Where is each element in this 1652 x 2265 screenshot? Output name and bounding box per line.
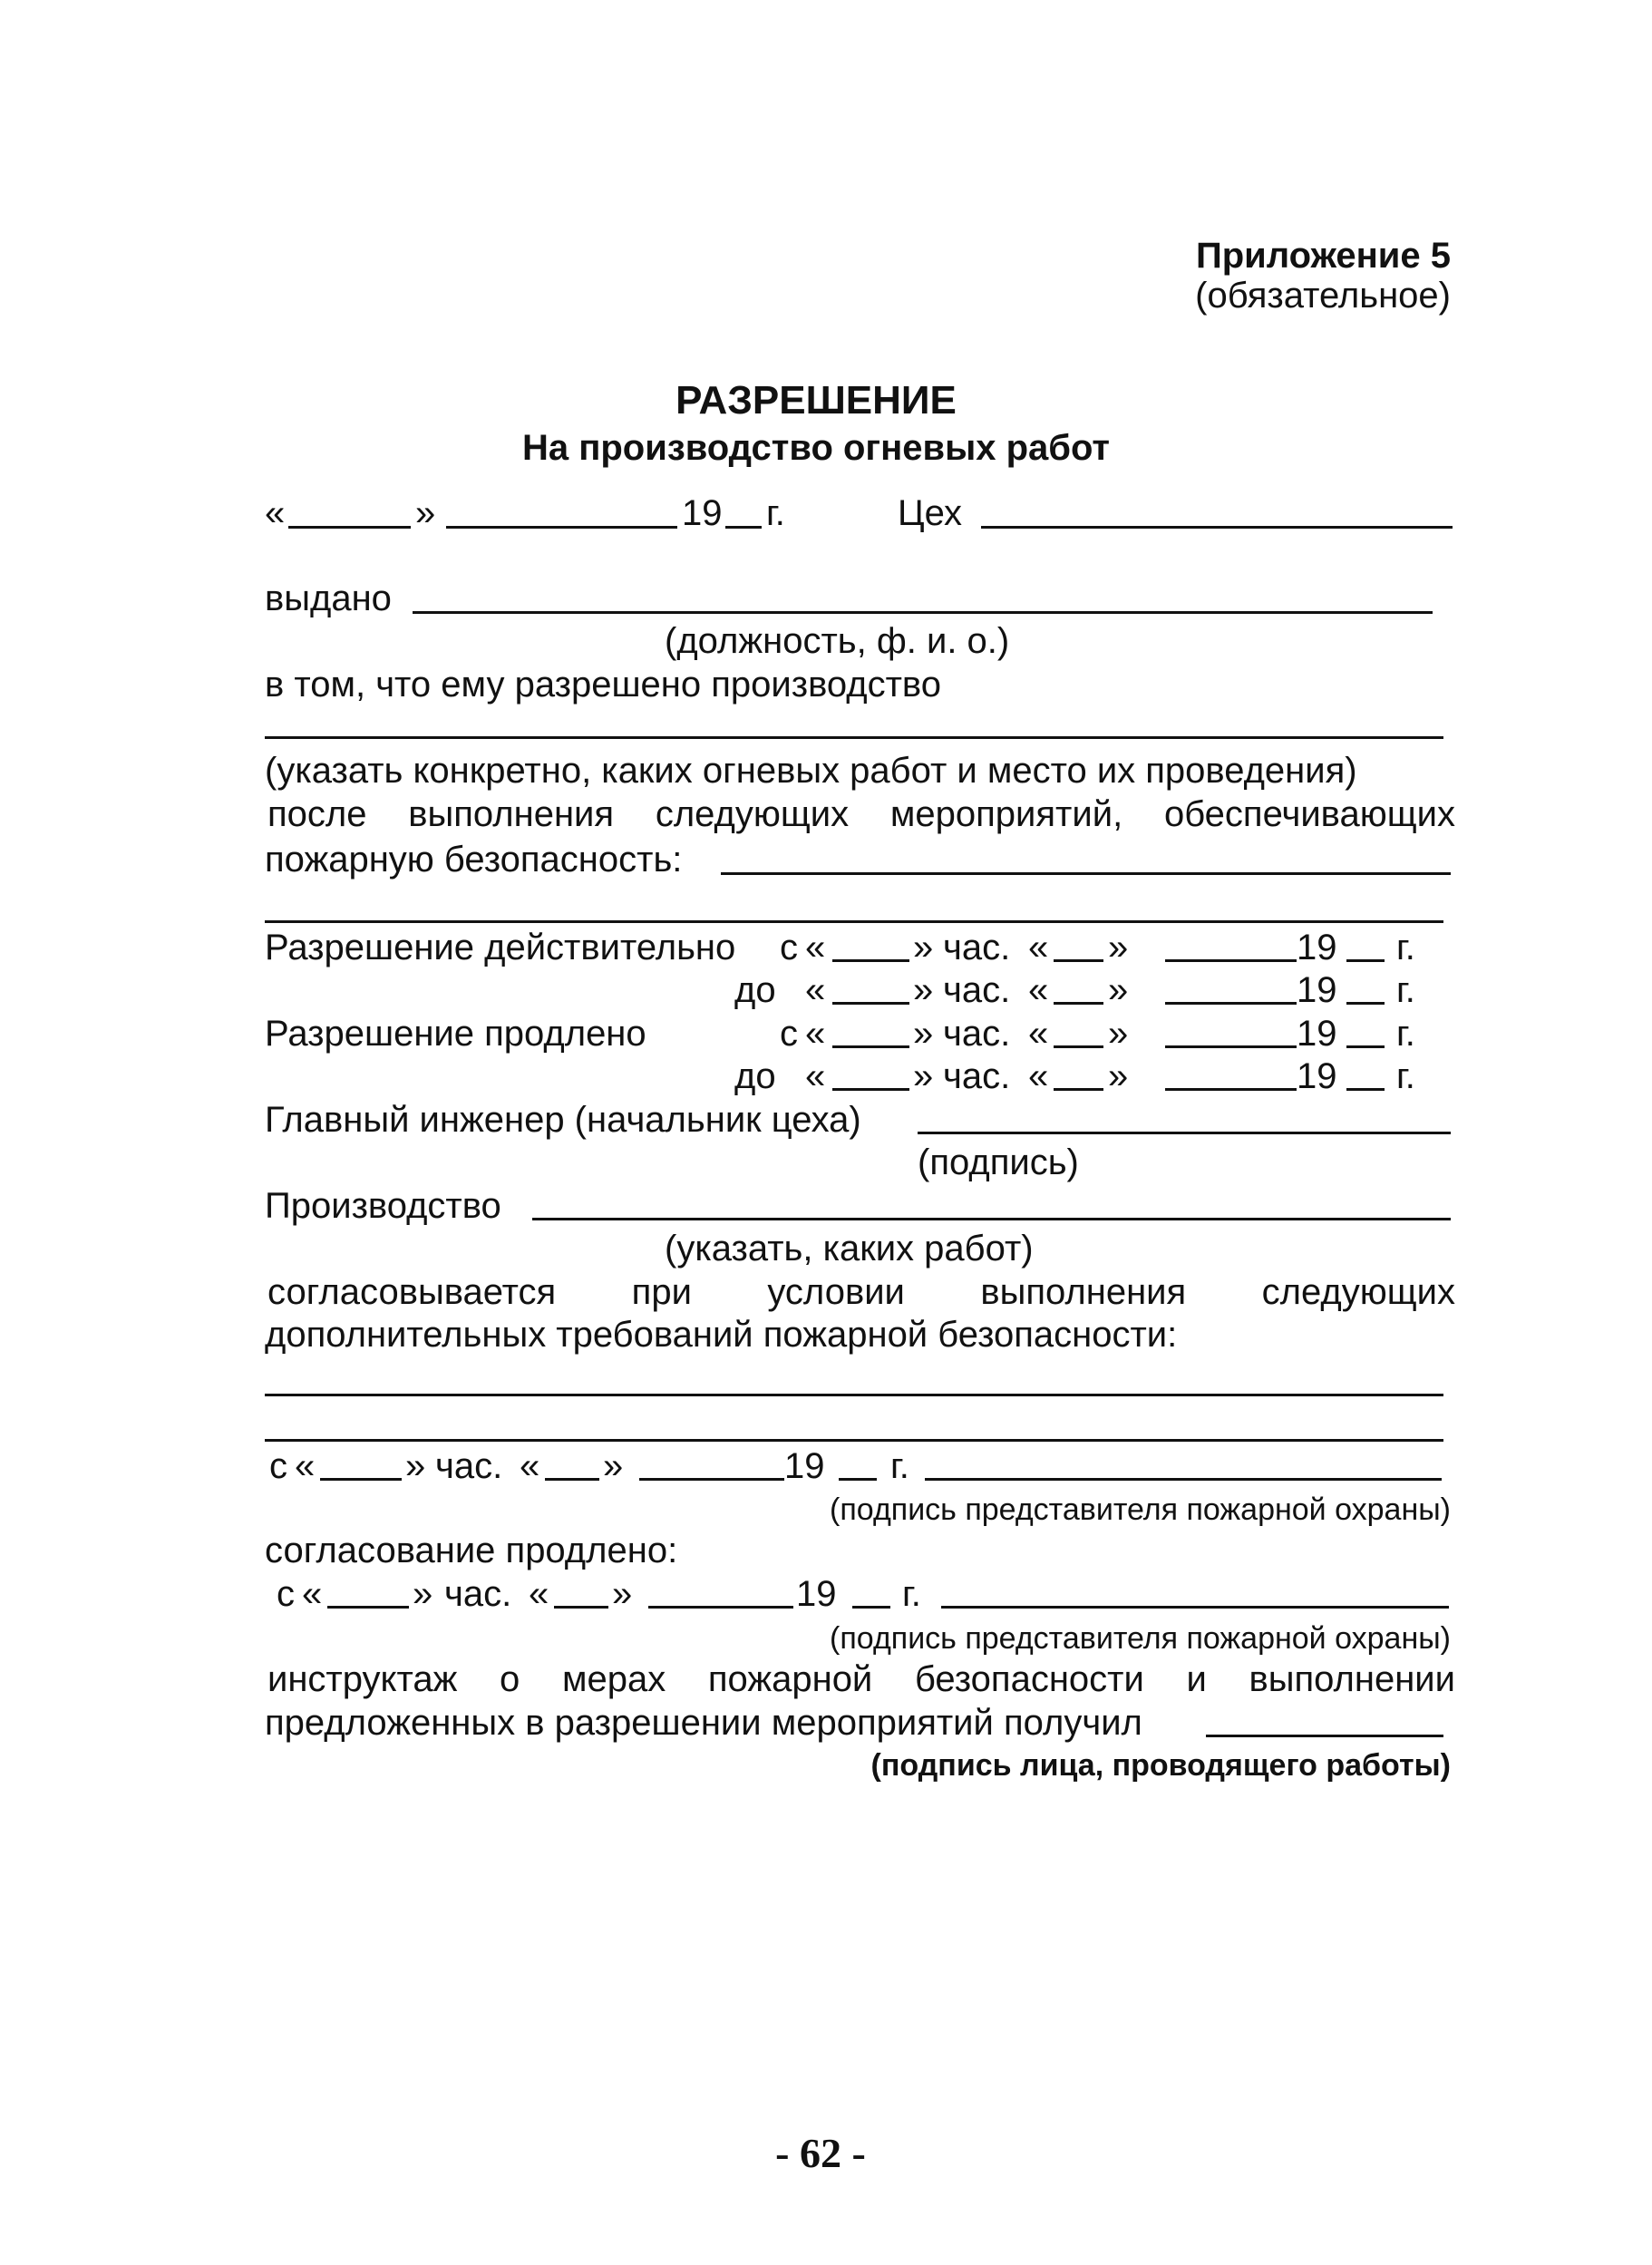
appendix-label: Приложение 5 <box>1196 236 1451 276</box>
briefing-word: пожарной <box>707 1659 873 1699</box>
fire-ext-year-field[interactable] <box>852 1606 890 1609</box>
lq: « <box>1028 970 1049 1010</box>
date-open-quote: « <box>265 493 286 533</box>
fire-ext-hour-field[interactable] <box>554 1606 608 1609</box>
lq: « <box>302 1574 323 1614</box>
fire-ext-caption: (подпись представителя пожарной охраны) <box>830 1621 1451 1656</box>
rq: » <box>913 1014 934 1054</box>
fire-ext-month-field[interactable] <box>648 1606 793 1609</box>
valid-to: до <box>734 970 776 1010</box>
year-suffix: г. <box>1396 970 1415 1010</box>
rq: » <box>603 1446 624 1486</box>
valid-from-month-field[interactable] <box>1165 959 1297 962</box>
issued-to-field[interactable] <box>413 611 1433 614</box>
valid-from-hour-field[interactable] <box>1054 959 1103 962</box>
lq: « <box>1028 1014 1049 1054</box>
valid-from-day-field[interactable] <box>832 959 909 962</box>
briefing-word: выполнении <box>1249 1659 1455 1699</box>
valid-from: с <box>780 928 798 967</box>
extended-from: с <box>780 1014 798 1054</box>
permitted-text: в том, что ему разрешено производство <box>265 665 941 705</box>
rq: » <box>913 970 934 1010</box>
extended-to: до <box>734 1056 776 1096</box>
year-suffix: г. <box>1396 1056 1415 1096</box>
valid-to-hour-field[interactable] <box>1054 1002 1103 1005</box>
extended-from-hour-field[interactable] <box>1054 1045 1103 1048</box>
fire-year-field[interactable] <box>839 1478 877 1481</box>
chief-signature-field[interactable] <box>918 1132 1451 1134</box>
valid-to-year-field[interactable] <box>1346 1002 1385 1005</box>
production-word: при <box>631 1272 692 1312</box>
work-type-field[interactable] <box>265 736 1443 739</box>
briefing-word: о <box>500 1659 520 1699</box>
production-line2: дополнительных требований пожарной безопасности: <box>265 1315 1178 1355</box>
extended-from-day-field[interactable] <box>832 1045 909 1048</box>
lq: « <box>520 1446 540 1486</box>
date-close-quote: » <box>415 493 436 533</box>
production-word: условии <box>767 1272 905 1312</box>
fire-hours: час. <box>444 1574 512 1614</box>
measures-word: выполнения <box>408 794 615 834</box>
extended-to-year-field[interactable] <box>1346 1088 1385 1091</box>
measures-line <box>267 796 1455 832</box>
briefing-word: инструктаж <box>267 1659 458 1699</box>
rq: » <box>1108 1014 1129 1054</box>
briefing-line2: предложенных в разрешении мероприятий получил <box>265 1703 1142 1743</box>
year-prefix: 19 <box>1297 1014 1337 1054</box>
date-year-prefix: 19 <box>682 493 723 533</box>
rq: » <box>405 1446 426 1486</box>
briefing-word: и <box>1186 1659 1207 1699</box>
requirements-line-2[interactable] <box>265 1439 1443 1442</box>
production-word: согласовывается <box>267 1272 557 1312</box>
production-line <box>267 1274 1455 1310</box>
rq: » <box>1108 1056 1129 1096</box>
fire-ext-signature-field[interactable] <box>941 1606 1449 1609</box>
work-caption: (указать конкретно, каких огневых работ и место их проведения) <box>265 751 1357 791</box>
fire-hours: час. <box>435 1446 503 1486</box>
date-month-field[interactable] <box>446 526 677 529</box>
valid-to-day-field[interactable] <box>832 1002 909 1005</box>
briefing-word: безопасности <box>914 1659 1144 1699</box>
briefing-line <box>267 1661 1455 1697</box>
measures-word: следующих <box>655 794 850 834</box>
production-word: выполнения <box>980 1272 1187 1312</box>
production-label: Производство <box>265 1186 501 1226</box>
rq: » <box>1108 970 1129 1010</box>
fire-ext-day-field[interactable] <box>327 1606 409 1609</box>
fire-day-field[interactable] <box>320 1478 402 1481</box>
fire-year-suffix: г. <box>902 1574 921 1614</box>
valid-label: Разрешение действительно <box>265 928 736 967</box>
year-suffix: г. <box>1396 1014 1415 1054</box>
shop-field[interactable] <box>981 526 1453 529</box>
chief-label: Главный инженер (начальник цеха) <box>265 1100 861 1140</box>
date-day-field[interactable] <box>288 526 411 529</box>
chief-caption: (подпись) <box>918 1142 1079 1182</box>
date-year-field[interactable] <box>725 526 762 529</box>
lq: « <box>529 1574 549 1614</box>
year-prefix: 19 <box>1297 928 1337 967</box>
issued-label: выдано <box>265 578 392 618</box>
rq: » <box>913 1056 934 1096</box>
measures-word: после <box>267 794 367 834</box>
doc-subtitle: На производство огневых работ <box>521 428 1111 468</box>
hours-label: час. <box>943 970 1011 1010</box>
production-field[interactable] <box>532 1218 1451 1220</box>
lq: « <box>1028 1056 1049 1096</box>
appendix-note: (обязательное) <box>1195 276 1451 316</box>
production-caption: (указать, каких работ) <box>665 1229 1034 1269</box>
measures-word: мероприятий, <box>889 794 1123 834</box>
valid-to-month-field[interactable] <box>1165 1002 1297 1005</box>
lq: « <box>1028 928 1049 967</box>
year-suffix: г. <box>1396 928 1415 967</box>
fire-from: с <box>269 1446 287 1486</box>
extended-label: Разрешение продлено <box>265 1014 646 1054</box>
shop-label: Цех <box>898 493 962 533</box>
rq: » <box>913 928 934 967</box>
extended-to-month-field[interactable] <box>1165 1088 1297 1091</box>
rq: » <box>413 1574 433 1614</box>
briefing-signature-field[interactable] <box>1206 1735 1443 1737</box>
fire-signature-field[interactable] <box>925 1478 1442 1481</box>
measures-line2: пожарную безопасность: <box>265 840 683 880</box>
briefing-word: мерах <box>561 1659 666 1699</box>
fire-extended-label: согласование продлено: <box>265 1531 678 1570</box>
fire-caption: (подпись представителя пожарной охраны) <box>830 1492 1451 1527</box>
lq: « <box>805 1014 826 1054</box>
year-prefix: 19 <box>1297 970 1337 1010</box>
fire-month-field[interactable] <box>639 1478 784 1481</box>
extended-from-month-field[interactable] <box>1165 1045 1297 1048</box>
extended-from-year-field[interactable] <box>1346 1045 1385 1048</box>
date-year-suffix: г. <box>766 493 785 533</box>
lq: « <box>295 1446 316 1486</box>
requirements-line-1[interactable] <box>265 1394 1443 1396</box>
lq: « <box>805 1056 826 1096</box>
lq: « <box>805 970 826 1010</box>
measures-extra-line[interactable] <box>265 920 1443 923</box>
extended-to-day-field[interactable] <box>832 1088 909 1091</box>
measures-word: обеспечивающих <box>1163 794 1455 834</box>
lq: « <box>805 928 826 967</box>
year-prefix: 19 <box>1297 1056 1337 1096</box>
issued-caption: (должность, ф. и. о.) <box>665 621 1010 661</box>
fire-hour-field[interactable] <box>545 1478 599 1481</box>
page-number: - 62 - <box>775 2130 866 2176</box>
production-word: следующих <box>1261 1272 1455 1312</box>
rq: » <box>1108 928 1129 967</box>
briefing-caption: (подпись лица, проводящего работы) <box>870 1748 1451 1783</box>
extended-to-hour-field[interactable] <box>1054 1088 1103 1091</box>
measures-field[interactable] <box>721 872 1451 875</box>
fire-year-prefix: 19 <box>796 1574 837 1614</box>
doc-title: РАЗРЕШЕНИЕ <box>675 378 957 423</box>
fire-year-suffix: г. <box>890 1446 909 1486</box>
hours-label: час. <box>943 928 1011 967</box>
fire-from: с <box>277 1574 295 1614</box>
fire-year-prefix: 19 <box>784 1446 825 1486</box>
hours-label: час. <box>943 1014 1011 1054</box>
rq: » <box>612 1574 633 1614</box>
valid-from-year-field[interactable] <box>1346 959 1385 962</box>
hours-label: час. <box>943 1056 1011 1096</box>
